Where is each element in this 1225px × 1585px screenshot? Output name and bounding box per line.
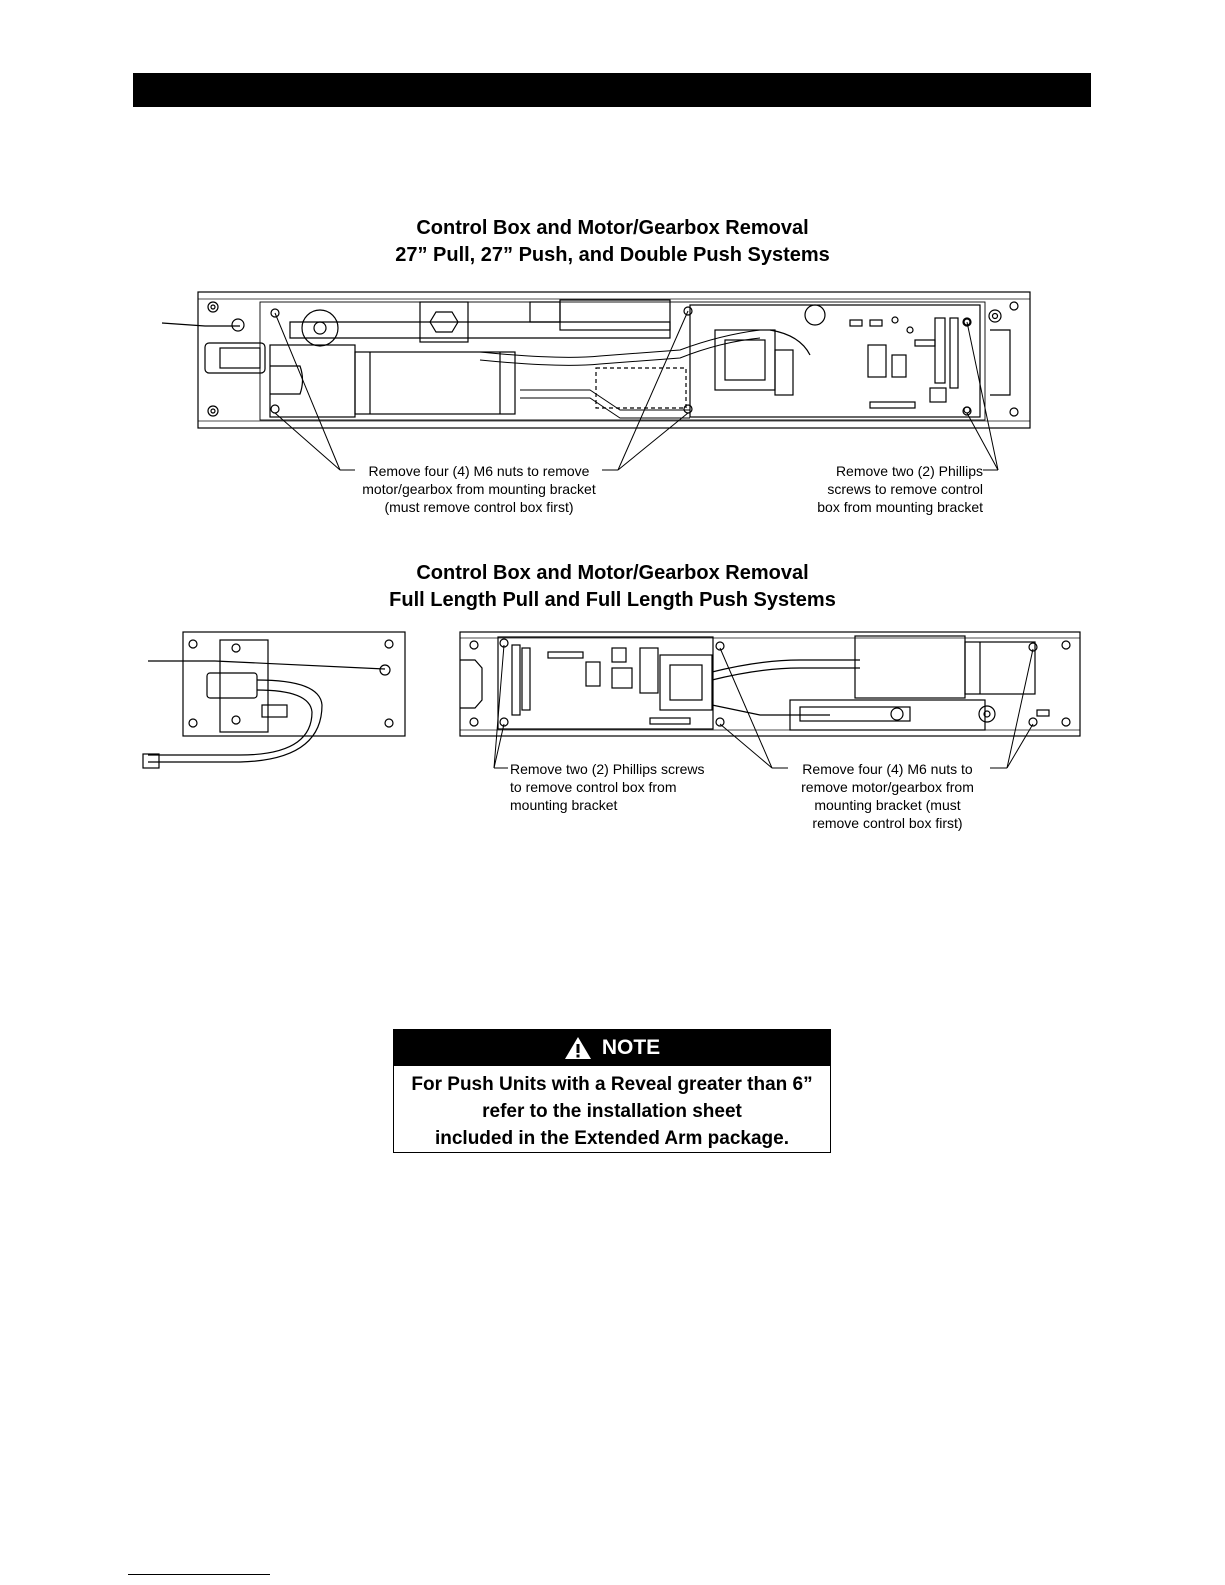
section1-title-line1: Control Box and Motor/Gearbox Removal: [416, 217, 809, 239]
note-line1: For Push Units with a Reveal greater than 6”: [411, 1074, 813, 1095]
warning-triangle-icon: [564, 1036, 592, 1060]
note-line2: refer to the installation sheet: [482, 1101, 742, 1122]
drawing-full-length-end: [143, 632, 405, 768]
drawing-full-length-system: [460, 632, 1080, 736]
section1-callout-screws-line1: Remove two (2) Phillips: [835, 463, 983, 479]
note-line3: included in the Extended Arm package.: [434, 1128, 790, 1149]
section1-callout-nuts-line3: (must remove control box first): [384, 499, 574, 515]
section2-title-line1: Control Box and Motor/Gearbox Removal: [416, 562, 809, 584]
note-header: [394, 1030, 830, 1066]
section2-callout-nuts-line4: remove control box first): [812, 815, 963, 831]
section1-title-line2: 27” Pull, 27” Push, and Double Push Systems: [395, 244, 830, 266]
section2-callout-screws-line1: Remove two (2) Phillips screws: [510, 761, 705, 777]
section2-callout-nuts-line3: mounting bracket (must: [814, 797, 961, 813]
section1-callout-screws-line3: box from mounting bracket: [817, 499, 983, 515]
section1-callout-nuts: [338, 462, 620, 516]
note-box: [393, 1029, 831, 1153]
section1-callout-nuts-line2: motor/gearbox from mounting bracket: [362, 481, 596, 497]
section2-title-line2: Full Length Pull and Full Length Push Systems: [389, 589, 836, 611]
note-heading: NOTE: [601, 1036, 661, 1059]
section2-callout-screws: [510, 760, 740, 814]
footer-rule: [128, 1574, 270, 1575]
section2-callout-nuts: [785, 760, 990, 832]
drawing-27in-system: [162, 292, 1030, 428]
section2-callout-screws-line3: mounting bracket: [510, 797, 618, 813]
section1-callout-screws-line2: screws to remove control: [827, 481, 983, 497]
section2-callout-nuts-line2: remove motor/gearbox from: [801, 779, 974, 795]
section1-callout-nuts-line1: Remove four (4) M6 nuts to remove: [368, 463, 590, 479]
section2-callout-screws-line2: to remove control box from: [510, 779, 677, 795]
section1-callout-screws: [790, 462, 983, 516]
note-body: [394, 1066, 830, 1152]
section2-callout-nuts-line1: Remove four (4) M6 nuts to: [802, 761, 973, 777]
